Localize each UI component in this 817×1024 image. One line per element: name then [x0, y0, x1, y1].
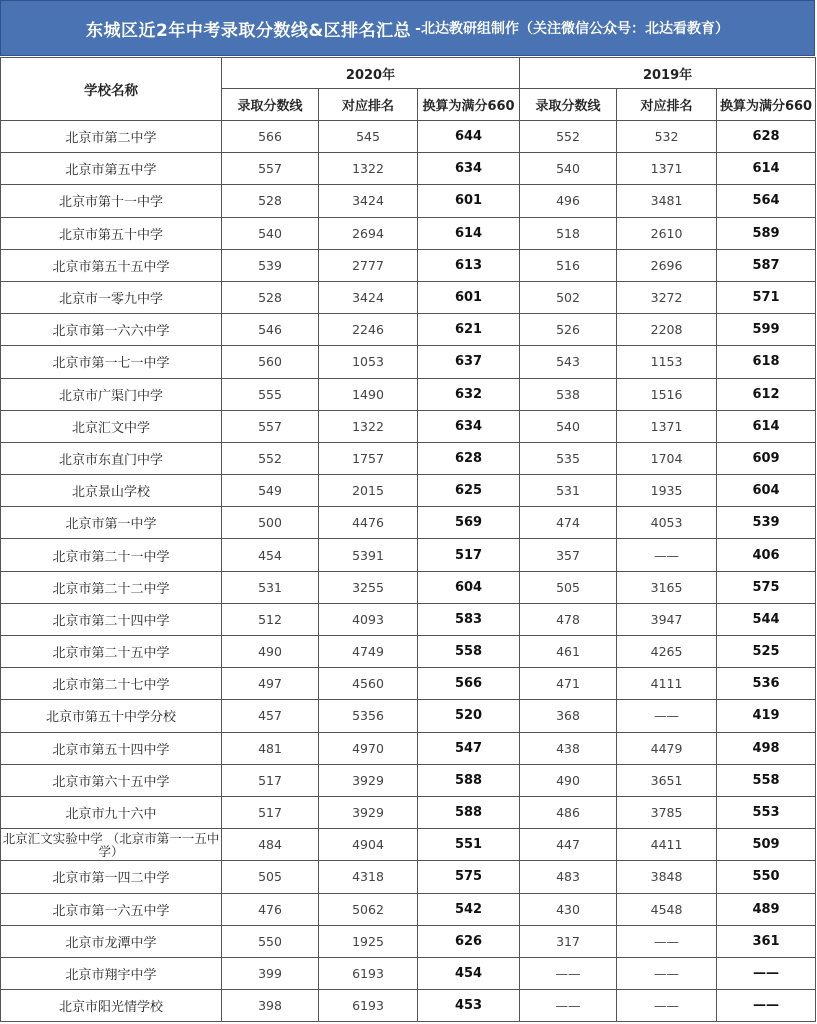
score-2020-cell: 528 — [222, 281, 319, 313]
school-name-cell: 北京市第五十中学 — [1, 217, 222, 249]
score-2019-cell: 505 — [520, 571, 617, 603]
score-2019-cell: 531 — [520, 475, 617, 507]
score-2019-cell: 496 — [520, 185, 617, 217]
score-2019-cell: 447 — [520, 829, 617, 861]
rank-2020-cell: 1757 — [319, 442, 418, 474]
school-name-cell: 北京市第一六六中学 — [1, 314, 222, 346]
table-row — [1, 507, 816, 539]
score-2019-cell: 483 — [520, 861, 617, 893]
rank-2019-cell: 4548 — [617, 893, 717, 925]
school-name-cell: 北京市第十一中学 — [1, 185, 222, 217]
rank-2020-cell: 2015 — [319, 475, 418, 507]
school-name-cell: 北京市九十六中 — [1, 796, 222, 828]
rank-2019-cell: 3481 — [617, 185, 717, 217]
rank-2019-cell: 3651 — [617, 764, 717, 796]
score-2019-cell: 543 — [520, 346, 617, 378]
rank-2020-cell: 6193 — [319, 957, 418, 989]
converted-2020-cell: 634 — [418, 410, 520, 442]
converted-2019-cell: 489 — [717, 893, 816, 925]
table-row — [1, 764, 816, 796]
converted-2020-cell: 601 — [418, 185, 520, 217]
table-row — [1, 217, 816, 249]
score-2020-cell: 557 — [222, 153, 319, 185]
score-2020-cell: 517 — [222, 796, 319, 828]
table-row — [1, 314, 816, 346]
rank-2020-cell: 2777 — [319, 249, 418, 281]
converted-2020-cell: 551 — [418, 829, 520, 861]
converted-2019-cell: 614 — [717, 153, 816, 185]
school-name-cell: 北京市第一四二中学 — [1, 861, 222, 893]
rank-2020-cell: 4904 — [319, 829, 418, 861]
score-2019-cell: 430 — [520, 893, 617, 925]
converted-2020-cell: 453 — [418, 990, 520, 1022]
title-bar — [0, 0, 815, 56]
converted-2020-cell: 569 — [418, 507, 520, 539]
rank-2020-cell: 1322 — [319, 153, 418, 185]
school-name-cell: 北京市东直门中学 — [1, 442, 222, 474]
table-row — [1, 796, 816, 828]
score-2020-cell: 566 — [222, 121, 319, 153]
converted-2019-cell: 539 — [717, 507, 816, 539]
converted-2020-cell: 588 — [418, 764, 520, 796]
converted-2019-cell: —— — [717, 990, 816, 1022]
rank-2019-cell: 3165 — [617, 571, 717, 603]
converted-2019-cell: 406 — [717, 539, 816, 571]
converted-2019-cell: 628 — [717, 121, 816, 153]
school-name-cell: 北京景山学校 — [1, 475, 222, 507]
table-row — [1, 281, 816, 313]
year-2020-header: 2020年 — [222, 58, 520, 89]
score-table — [0, 57, 816, 1022]
table-row — [1, 346, 816, 378]
converted-2020-cell: 614 — [418, 217, 520, 249]
rank-2019-cell: 2208 — [617, 314, 717, 346]
rank-2020-cell: 4749 — [319, 636, 418, 668]
rank-2019-cell: 2610 — [617, 217, 717, 249]
converted-2020-cell: 601 — [418, 281, 520, 313]
table-row — [1, 957, 816, 989]
school-name-cell: 北京市龙潭中学 — [1, 925, 222, 957]
score-2019-cell: 540 — [520, 153, 617, 185]
title-main: 东城区近2年中考录取分数线&区排名汇总 — [86, 20, 412, 41]
school-name-cell: 北京市第五十四中学 — [1, 732, 222, 764]
col-header-converted-2020: 换算为满分660 — [418, 89, 520, 121]
score-2019-cell: 490 — [520, 764, 617, 796]
rank-2019-cell: —— — [617, 539, 717, 571]
score-2019-cell: 552 — [520, 121, 617, 153]
school-name-cell: 北京市第二十七中学 — [1, 668, 222, 700]
table-row — [1, 925, 816, 957]
score-2020-cell: 512 — [222, 603, 319, 635]
school-name-cell: 北京汇文中学 — [1, 410, 222, 442]
score-2020-cell: 555 — [222, 378, 319, 410]
score-2019-cell: 486 — [520, 796, 617, 828]
rank-2020-cell: 4476 — [319, 507, 418, 539]
score-2019-cell: 368 — [520, 700, 617, 732]
converted-2019-cell: 544 — [717, 603, 816, 635]
score-2019-cell: 478 — [520, 603, 617, 635]
score-2019-cell: 438 — [520, 732, 617, 764]
score-2020-cell: 550 — [222, 925, 319, 957]
rank-2020-cell: 5062 — [319, 893, 418, 925]
converted-2019-cell: 498 — [717, 732, 816, 764]
table-row — [1, 121, 816, 153]
rank-2020-cell: 3255 — [319, 571, 418, 603]
school-name-cell: 北京市第一中学 — [1, 507, 222, 539]
converted-2019-cell: 536 — [717, 668, 816, 700]
school-name-cell: 北京市第六十五中学 — [1, 764, 222, 796]
score-2019-cell: 357 — [520, 539, 617, 571]
converted-2019-cell: 509 — [717, 829, 816, 861]
converted-2019-cell: 614 — [717, 410, 816, 442]
col-header-rank-2019: 对应排名 — [617, 89, 717, 121]
rank-2020-cell: 3424 — [319, 281, 418, 313]
score-2020-cell: 546 — [222, 314, 319, 346]
table-row — [1, 893, 816, 925]
converted-2020-cell: 644 — [418, 121, 520, 153]
score-2020-cell: 540 — [222, 217, 319, 249]
table-body — [1, 121, 816, 1022]
converted-2019-cell: 361 — [717, 925, 816, 957]
rank-2020-cell: 1925 — [319, 925, 418, 957]
converted-2019-cell: 612 — [717, 378, 816, 410]
converted-2020-cell: 613 — [418, 249, 520, 281]
score-2020-cell: 481 — [222, 732, 319, 764]
score-2019-cell: 502 — [520, 281, 617, 313]
table-row — [1, 185, 816, 217]
score-2020-cell: 552 — [222, 442, 319, 474]
converted-2020-cell: 588 — [418, 796, 520, 828]
converted-2019-cell: 618 — [717, 346, 816, 378]
score-2019-cell: 540 — [520, 410, 617, 442]
converted-2020-cell: 454 — [418, 957, 520, 989]
table-row — [1, 829, 816, 861]
score-2020-cell: 560 — [222, 346, 319, 378]
school-name-cell: 北京市第五中学 — [1, 153, 222, 185]
converted-2020-cell: 632 — [418, 378, 520, 410]
rank-2020-cell: 2694 — [319, 217, 418, 249]
table-row — [1, 378, 816, 410]
score-2020-cell: 454 — [222, 539, 319, 571]
table-row — [1, 442, 816, 474]
score-2019-cell: 518 — [520, 217, 617, 249]
score-2019-cell: 526 — [520, 314, 617, 346]
converted-2019-cell: 571 — [717, 281, 816, 313]
converted-2020-cell: 520 — [418, 700, 520, 732]
rank-2019-cell: 3272 — [617, 281, 717, 313]
score-2020-cell: 517 — [222, 764, 319, 796]
rank-2019-cell: 1153 — [617, 346, 717, 378]
converted-2019-cell: 587 — [717, 249, 816, 281]
score-2020-cell: 490 — [222, 636, 319, 668]
rank-2019-cell: 2696 — [617, 249, 717, 281]
rank-2020-cell: 5391 — [319, 539, 418, 571]
score-2020-cell: 497 — [222, 668, 319, 700]
converted-2020-cell: 517 — [418, 539, 520, 571]
header-row-years — [1, 58, 816, 89]
rank-2020-cell: 6193 — [319, 990, 418, 1022]
rank-2019-cell: 1371 — [617, 410, 717, 442]
rank-2020-cell: 5356 — [319, 700, 418, 732]
rank-2020-cell: 3424 — [319, 185, 418, 217]
score-2020-cell: 484 — [222, 829, 319, 861]
rank-2020-cell: 4560 — [319, 668, 418, 700]
rank-2019-cell: 1516 — [617, 378, 717, 410]
score-2019-cell: 461 — [520, 636, 617, 668]
converted-2020-cell: 637 — [418, 346, 520, 378]
converted-2019-cell: 564 — [717, 185, 816, 217]
rank-2019-cell: 4265 — [617, 636, 717, 668]
school-name-cell: 北京市第二十五中学 — [1, 636, 222, 668]
school-name-cell: 北京市第二十二中学 — [1, 571, 222, 603]
table-row — [1, 990, 816, 1022]
converted-2019-cell: 589 — [717, 217, 816, 249]
rank-2020-cell: 3929 — [319, 796, 418, 828]
school-name-cell: 北京市第一七一中学 — [1, 346, 222, 378]
table-row — [1, 603, 816, 635]
rank-2019-cell: —— — [617, 957, 717, 989]
converted-2019-cell: 558 — [717, 764, 816, 796]
table-row — [1, 153, 816, 185]
title-sub: -北达教研组制作（关注微信公众号：北达看教育） — [415, 21, 729, 37]
rank-2019-cell: 1371 — [617, 153, 717, 185]
col-header-score-2019: 录取分数线 — [520, 89, 617, 121]
rank-2020-cell: 545 — [319, 121, 418, 153]
score-2020-cell: 476 — [222, 893, 319, 925]
score-2019-cell: 317 — [520, 925, 617, 957]
rank-2020-cell: 4970 — [319, 732, 418, 764]
rank-2019-cell: 1704 — [617, 442, 717, 474]
rank-2020-cell: 1053 — [319, 346, 418, 378]
table-row — [1, 668, 816, 700]
score-2019-cell: 474 — [520, 507, 617, 539]
converted-2020-cell: 626 — [418, 925, 520, 957]
rank-2019-cell: 3848 — [617, 861, 717, 893]
table-row — [1, 410, 816, 442]
converted-2020-cell: 547 — [418, 732, 520, 764]
score-2020-cell: 557 — [222, 410, 319, 442]
school-name-cell: 北京市翔宇中学 — [1, 957, 222, 989]
rank-2019-cell: —— — [617, 990, 717, 1022]
converted-2019-cell: 609 — [717, 442, 816, 474]
converted-2020-cell: 583 — [418, 603, 520, 635]
rank-2020-cell: 2246 — [319, 314, 418, 346]
school-name-cell: 北京市第二十一中学 — [1, 539, 222, 571]
rank-2019-cell: 1935 — [617, 475, 717, 507]
school-name-cell: 北京市第二中学 — [1, 121, 222, 153]
score-2020-cell: 528 — [222, 185, 319, 217]
converted-2019-cell: —— — [717, 957, 816, 989]
col-header-converted-2019: 换算为满分660 — [717, 89, 816, 121]
score-2019-cell: 535 — [520, 442, 617, 474]
converted-2020-cell: 575 — [418, 861, 520, 893]
rank-2019-cell: 3947 — [617, 603, 717, 635]
table-row — [1, 539, 816, 571]
rank-2020-cell: 3929 — [319, 764, 418, 796]
rank-2020-cell: 1322 — [319, 410, 418, 442]
converted-2020-cell: 625 — [418, 475, 520, 507]
school-name-cell: 北京市一零九中学 — [1, 281, 222, 313]
table-row — [1, 636, 816, 668]
rank-2019-cell: 532 — [617, 121, 717, 153]
rank-2019-cell: 4053 — [617, 507, 717, 539]
table-row — [1, 861, 816, 893]
score-2020-cell: 539 — [222, 249, 319, 281]
rank-2019-cell: —— — [617, 925, 717, 957]
converted-2019-cell: 525 — [717, 636, 816, 668]
converted-2019-cell: 553 — [717, 796, 816, 828]
converted-2019-cell: 599 — [717, 314, 816, 346]
school-name-cell: 北京市阳光情学校 — [1, 990, 222, 1022]
score-2020-cell: 457 — [222, 700, 319, 732]
school-name-cell: 北京市广渠门中学 — [1, 378, 222, 410]
converted-2020-cell: 558 — [418, 636, 520, 668]
converted-2019-cell: 604 — [717, 475, 816, 507]
school-name-cell: 北京市第一六五中学 — [1, 893, 222, 925]
school-name-cell: 北京市第五十五中学 — [1, 249, 222, 281]
rank-2019-cell: 3785 — [617, 796, 717, 828]
score-2020-cell: 500 — [222, 507, 319, 539]
score-2019-cell: —— — [520, 957, 617, 989]
score-2019-cell: 516 — [520, 249, 617, 281]
converted-2020-cell: 621 — [418, 314, 520, 346]
school-name-header: 学校名称 — [1, 58, 222, 121]
converted-2019-cell: 550 — [717, 861, 816, 893]
converted-2020-cell: 628 — [418, 442, 520, 474]
rank-2020-cell: 4318 — [319, 861, 418, 893]
col-header-score-2020: 录取分数线 — [222, 89, 319, 121]
converted-2020-cell: 566 — [418, 668, 520, 700]
rank-2019-cell: 4411 — [617, 829, 717, 861]
score-2020-cell: 398 — [222, 990, 319, 1022]
rank-2020-cell: 4093 — [319, 603, 418, 635]
table-row — [1, 732, 816, 764]
table-row — [1, 571, 816, 603]
score-2019-cell: 538 — [520, 378, 617, 410]
rank-2019-cell: —— — [617, 700, 717, 732]
year-2019-header: 2019年 — [520, 58, 816, 89]
score-2020-cell: 549 — [222, 475, 319, 507]
school-name-cell: 北京市第五十中学分校 — [1, 700, 222, 732]
rank-2019-cell: 4111 — [617, 668, 717, 700]
converted-2020-cell: 542 — [418, 893, 520, 925]
converted-2019-cell: 419 — [717, 700, 816, 732]
converted-2020-cell: 604 — [418, 571, 520, 603]
rank-2019-cell: 4479 — [617, 732, 717, 764]
converted-2019-cell: 575 — [717, 571, 816, 603]
school-name-cell: 北京汇文实验中学 （北京市第一一五中学） — [1, 829, 222, 861]
table-row — [1, 475, 816, 507]
score-2020-cell: 399 — [222, 957, 319, 989]
col-header-rank-2020: 对应排名 — [319, 89, 418, 121]
score-2020-cell: 531 — [222, 571, 319, 603]
table-row — [1, 249, 816, 281]
score-2019-cell: —— — [520, 990, 617, 1022]
score-2020-cell: 505 — [222, 861, 319, 893]
rank-2020-cell: 1490 — [319, 378, 418, 410]
score-2019-cell: 471 — [520, 668, 617, 700]
converted-2020-cell: 634 — [418, 153, 520, 185]
school-name-cell: 北京市第二十四中学 — [1, 603, 222, 635]
table-row — [1, 700, 816, 732]
